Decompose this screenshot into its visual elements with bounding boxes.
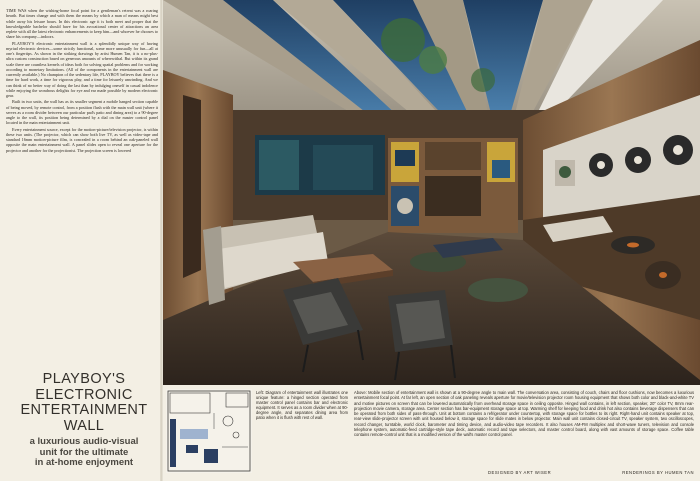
title-line: ENTERTAINMENT <box>20 402 148 418</box>
article-paragraph: TIME WAS when the wishing-home focal point for a gentleman's retreat was a roaring hearth. But times change and with them the means by which a man of means might best while away his leisure hours. In this electronic age it is both meet and proper that the knowledgeable bachelor should have for his avocational center of attractions an area replete with all the latest electronic enhancements to keep him—and whoever he chooses to share his company—indoors. <box>6 8 158 40</box>
floor-plan-svg <box>166 389 252 473</box>
title-line: PLAYBOY'S <box>42 371 126 387</box>
article-paragraph: PLAYBOY'S electronic entertainment wall is a splendidly unique way of having myriad electronic devices—some strictly functional, some more unusually for fun—all at one's fingertips. As shown in the striking drawings by artist Humen Tan, it is a no-plus-ultra custom construction based on generous amounts of wherewithal. But within its grand scale there are countless kernels of ideas both for solving spatial problems and for working according to monetary limitations. (All of the components in the entertainment wall are currently available.) No champion of the sedentary life, PLAYBOY believes that there is a time for hard work, a time for vigorous play, and a time for leisurely unwinding. And we can think of no better way of doing the last than by indulging oneself in casual indolence while enjoying the wondrous delights for eye and ear made possible by modern electronic gear. <box>6 40 158 98</box>
article-title-block <box>10 372 158 469</box>
article-paragraph: Every entertainment source, except for the motion-picture/television projector, is within these two units. (The projector, which can show both live TV, as well as video-tape and standard 16mm motion-picture film, is concealed in a room behind an oak-paneled wall opposite the main entertainment wall. A panel slides open to reveal one aperture for the projector and another for the projectionist. The projection screen is lowered <box>6 126 158 153</box>
floor-plan-diagram <box>166 389 252 473</box>
plan-hinged-unit <box>180 429 208 439</box>
main-caption: Above: Mobile section of entertainment wall is shown at a 90-degree angle to main wall. The conversation area, consisting of couch, chairs and floor cushions, now becomes a luxurious entertainment focal point. At far left, an open section of oak paneling reveals aperture for movie/television projector room housing equipment that shows both color and black-and-white TV and motive pictures on screen that can be lowered automatically from overhead storage space in ceiling opposite. Hinged wall contains, in left section, speaker, 20" color TV, 8mm rear-projection movie camera, storage area. Center section has bar-equipment storage space at top. Warming shelf for keeping food and drink hot also contains beverage dispensers that can be operated from both sides of pass-through. Unit at bottom contains a refrigerator under countertop, with storage space for bottles to its right. Right-hand unit contains speaker at top, rear-view slide-projector screen with unit housed below it, storage space for slide mates in below projector. Main wall unit contains closed-circuit TV, speaker system, two oscilloscopes, record changer, turntable, world clock, barometer and timing device, and audio-video tape recorders. It also houses AM-FM multiplex and short-wave tuners, television and console telephone system, automatic-feed cartridge-style tape deck, automatic record and tape selectors, and master control board, along with vast amounts of storage space. Coffee table contains remote-control unit that is a modified version of the wall's master control panel. <box>354 390 694 437</box>
color-tv-screen <box>395 150 415 166</box>
projector-aperture <box>183 95 201 278</box>
subtitle-line: a luxurious audio-visual <box>29 436 139 447</box>
designer-credit: DESIGNED BY ART WISER <box>488 470 552 475</box>
plan-couch <box>204 449 218 463</box>
room-rendering-svg <box>163 0 700 385</box>
plan-wall-unit <box>170 419 176 467</box>
article-paragraph: Built in two units, the wall has as its smaller segment a mobile hanged section capable of being moved, by remote control, from a position flush with the main wall unit (where it serves as a room divider between our particular pad's patio and dining area) to a 90-degree angle to the wall, its position being determined by a dial on the master control panel located in the main entertainment unit. <box>6 99 158 126</box>
slide-projector-screen <box>492 160 510 178</box>
room-illustration <box>163 0 700 385</box>
article-text-column <box>6 8 158 370</box>
plan-room <box>170 393 210 413</box>
subtitle-line: in at-home enjoyment <box>34 457 134 468</box>
subtitle-line: unit for the ultimate <box>39 446 129 458</box>
subtitle <box>10 437 158 469</box>
title-line: WALL <box>63 417 105 434</box>
plan-caption: Left: Diagram of entertainment wall illustrates one unique feature: a hinged section operated from master control panel contains bar and electronic equipment. It serves as a room divider when at 90-degree angle, and separates dining area from patio when it is flush with rest of wall. <box>256 390 348 421</box>
credits-line <box>488 470 694 475</box>
renderer-credit: RENDERINGS BY HUMEN TAN <box>622 470 694 475</box>
floor-cushion <box>468 278 528 302</box>
title-line: ELECTRONIC <box>35 386 133 403</box>
